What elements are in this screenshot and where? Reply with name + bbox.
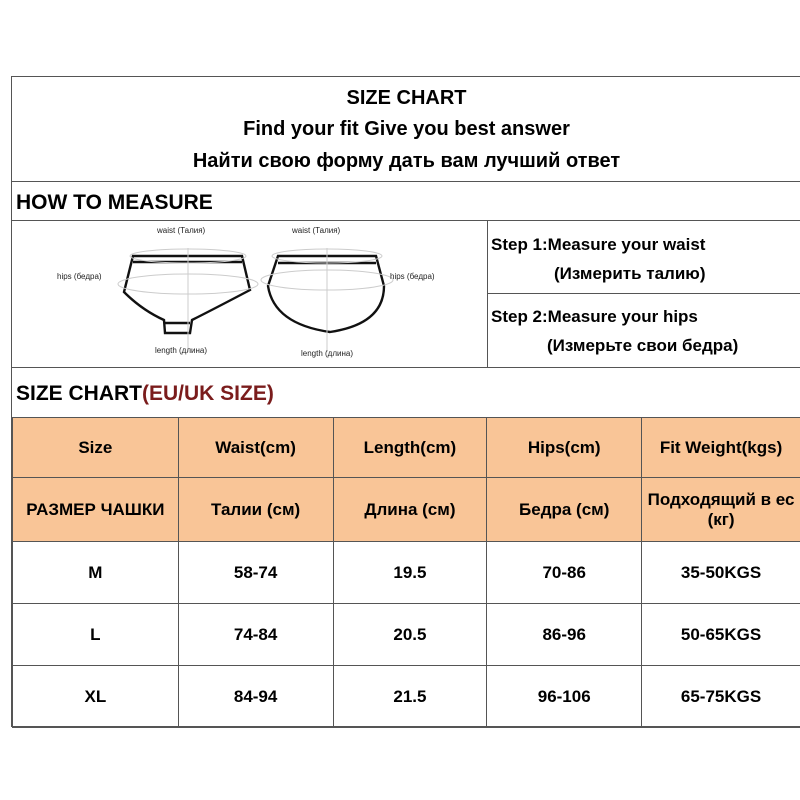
hips-label-left: hips (бедра)	[57, 272, 102, 281]
step1-text: Step 1:Measure your waist	[491, 235, 706, 254]
size-chart-heading	[16, 382, 274, 406]
waist-label-right: waist (Талия)	[292, 226, 341, 235]
cell-length: 20.5	[333, 604, 487, 666]
title: SIZE CHART	[346, 87, 467, 109]
header-length-ru: Длина (см)	[333, 478, 487, 542]
table-row	[13, 666, 800, 728]
step2-ru-text: (Измерьте свои бедра)	[547, 336, 739, 355]
size-table	[12, 417, 800, 728]
header-hips-ru: Бедра (см)	[487, 478, 642, 542]
subtitle-en: Find your fit Give you best answer	[243, 118, 570, 140]
cell-length: 19.5	[333, 542, 487, 604]
header-size: Size	[13, 418, 179, 478]
header	[12, 77, 800, 182]
cell-size: XL	[13, 666, 179, 728]
step2-text: Step 2:Measure your hips	[491, 307, 698, 326]
header-length: Length(cm)	[333, 418, 487, 478]
cell-weight: 35-50KGS	[642, 542, 800, 604]
header-waist: Waist(cm)	[178, 418, 333, 478]
table-row	[13, 604, 800, 666]
table-row	[13, 542, 800, 604]
waist-label-left: waist (Талия)	[157, 226, 206, 235]
subtitle-ru: Найти свою форму дать вам лучший ответ	[192, 150, 621, 172]
underwear-diagram-icon	[12, 220, 486, 366]
header-weight-ru: Подходящий в ес (кг)	[642, 478, 800, 542]
cell-weight: 65-75KGS	[642, 666, 800, 728]
divider	[488, 293, 800, 294]
step1-ru-text: (Измерить талию)	[554, 264, 706, 283]
cell-size: L	[13, 604, 179, 666]
size-chart-heading-text: SIZE CHART	[16, 382, 142, 405]
how-to-measure-heading: HOW TO MEASURE	[16, 191, 213, 214]
cell-hips: 70-86	[487, 542, 642, 604]
cell-waist: 84-94	[178, 666, 333, 728]
cell-hips: 96-106	[487, 666, 642, 728]
cell-hips: 86-96	[487, 604, 642, 666]
cell-waist: 74-84	[178, 604, 333, 666]
divider	[12, 367, 800, 368]
length-label-right: length (длина)	[301, 349, 354, 358]
table-header-row-en	[13, 418, 800, 478]
header-hips: Hips(cm)	[487, 418, 642, 478]
table-header-row-ru	[13, 478, 800, 542]
cell-length: 21.5	[333, 666, 487, 728]
header-size-ru: РАЗМЕР ЧАШКИ	[13, 478, 179, 542]
size-chart-heading-accent: (EU/UK SIZE)	[142, 382, 274, 405]
header-waist-ru: Талии (см)	[178, 478, 333, 542]
size-chart-document	[11, 76, 800, 727]
hips-label-right: hips (бедра)	[390, 272, 435, 281]
cell-waist: 58-74	[178, 542, 333, 604]
cell-size: M	[13, 542, 179, 604]
header-weight: Fit Weight(kgs)	[642, 418, 800, 478]
cell-weight: 50-65KGS	[642, 604, 800, 666]
measure-diagram	[12, 220, 488, 367]
length-label-left: length (длина)	[155, 346, 208, 355]
